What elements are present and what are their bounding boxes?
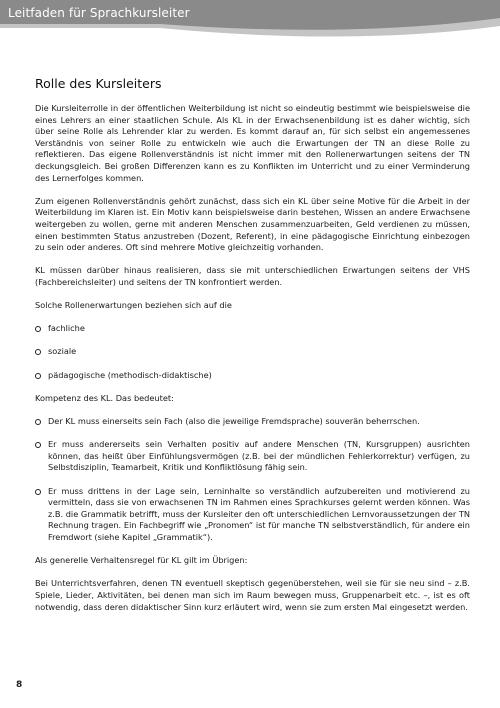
list-item	[35, 486, 470, 544]
list-item	[35, 370, 470, 382]
list-item-text: fachliche	[48, 323, 85, 334]
list-item-text: Er muss drittens in der Lage sein, Lerninhalte so verständlich aufzubereiten und motivierend zu vermitteln, dass sie von erwachsenen TN im Rahmen eines Sprachkurses gelernt werden können. Was z.B. die Grammatik betrifft, muss der Kursleiter den oft unterschiedlichen Lernvoraussetzungen der TN Rechnung tragen. Ein Fachbegriff wie „Pronomen“ ist für manche TN selbstverständlich, für andere ein Fremdwort (siehe Kapitel „Grammatik“).	[48, 485, 470, 542]
paragraph: Kompetenz des KL. Das bedeutet:	[35, 392, 174, 403]
list-item-text: pädagogische (methodisch-didaktische)	[48, 369, 212, 380]
list-item-text: Der KL muss einerseits sein Fach (also die jeweilige Fremdsprache) souverän beherrschen.	[48, 416, 420, 427]
circle-bullet-icon	[35, 349, 41, 355]
circle-bullet-icon	[35, 419, 41, 425]
list-item	[35, 416, 470, 428]
list-item	[35, 323, 470, 335]
paragraph: Zum eigenen Rollenverständnis gehört zunächst, dass sich ein KL über seine Motive für die Arbeit in der Weiterbildung im Klaren ist. Ein Motiv kann beispielsweise darin bestehen, Wissen an andere Erwachsene weitergeben zu wollen, gerne mit anderen Menschen zusammenzuarbeiten, Geld verdienen zu müssen, einen bestimmten Status anzustreben (Dozent, Referent), in eine pädagogische Einrichtung einbezogen zu sein oder anderes. Oft sind mehrere Motive gleichzeitig vorhanden.	[35, 195, 470, 253]
header-bar	[0, 0, 500, 44]
list-item	[35, 439, 470, 474]
section-title: Rolle des Kursleiters	[35, 76, 162, 91]
list-item-text: soziale	[48, 346, 77, 357]
circle-bullet-icon	[35, 442, 41, 448]
circle-bullet-icon	[35, 326, 41, 332]
competence-list	[35, 416, 470, 544]
circle-bullet-icon	[35, 373, 41, 379]
list-item-text: Er muss andererseits sein Verhalten positiv auf andere Menschen (TN, Kursgruppen) ausrichten können, das heißt über Einfühlungsvermögen (z.B. bei der mündlichen Fehlerkorrektur) verfügen, zu Selbstdisziplin, Teamarbeit, Kritik und Konfliktlösung fähig sein.	[48, 439, 470, 473]
main-content	[35, 76, 470, 625]
paragraph: Die Kursleiterrolle in der öffentlichen Weiterbildung ist nicht so eindeutig bestimmt wie beispielsweise die eines Lehrers an einer staatlichen Schule. Als KL in der Erwachsenenbildung ist es daher wichtig, sich über seine Rolle als Lehrender klar zu werden. Es kommt darauf an, für sich selbst ein angemessenes Verständnis von seiner Rolle zu entwickeln wie auch die Erwartungen der TN an diese Rolle zu reflektieren. Das eigene Rollenverständnis ist nicht immer mit den Rollenerwartungen seitens der TN deckungsgleich. Bei großen Differenzen kann es zu Konflikten im Unterricht und zu einer Verminderung des Lernerfolges kommen.	[35, 103, 470, 183]
paragraph: KL müssen darüber hinaus realisieren, dass sie mit unterschiedlichen Erwartungen seitens der VHS (Fachbereichsleiter) und seitens der TN konfrontiert werden.	[35, 265, 470, 287]
paragraph: Solche Rollenerwartungen beziehen sich auf die	[35, 300, 232, 311]
page-number: 8	[16, 680, 23, 690]
paragraph: Bei Unterrichtsverfahren, denen TN eventuell skeptisch gegenüberstehen, weil sie für sie neu sind – z.B. Spiele, Lieder, Aktivitäten, bei denen man sich im Raum bewegen muss, Gruppenarbeit etc. –, ist es oft notwendig, dass deren didaktischer Sinn kurz erläutert wird, wenn sie zum ersten Mal eingesetzt werden.	[35, 578, 470, 612]
header-title: Leitfaden für Sprachkursleiter	[8, 6, 190, 20]
expectations-list	[35, 323, 470, 381]
circle-bullet-icon	[35, 489, 41, 495]
paragraph: Als generelle Verhaltensregel für KL gilt im Übrigen:	[35, 555, 248, 566]
list-item	[35, 346, 470, 358]
